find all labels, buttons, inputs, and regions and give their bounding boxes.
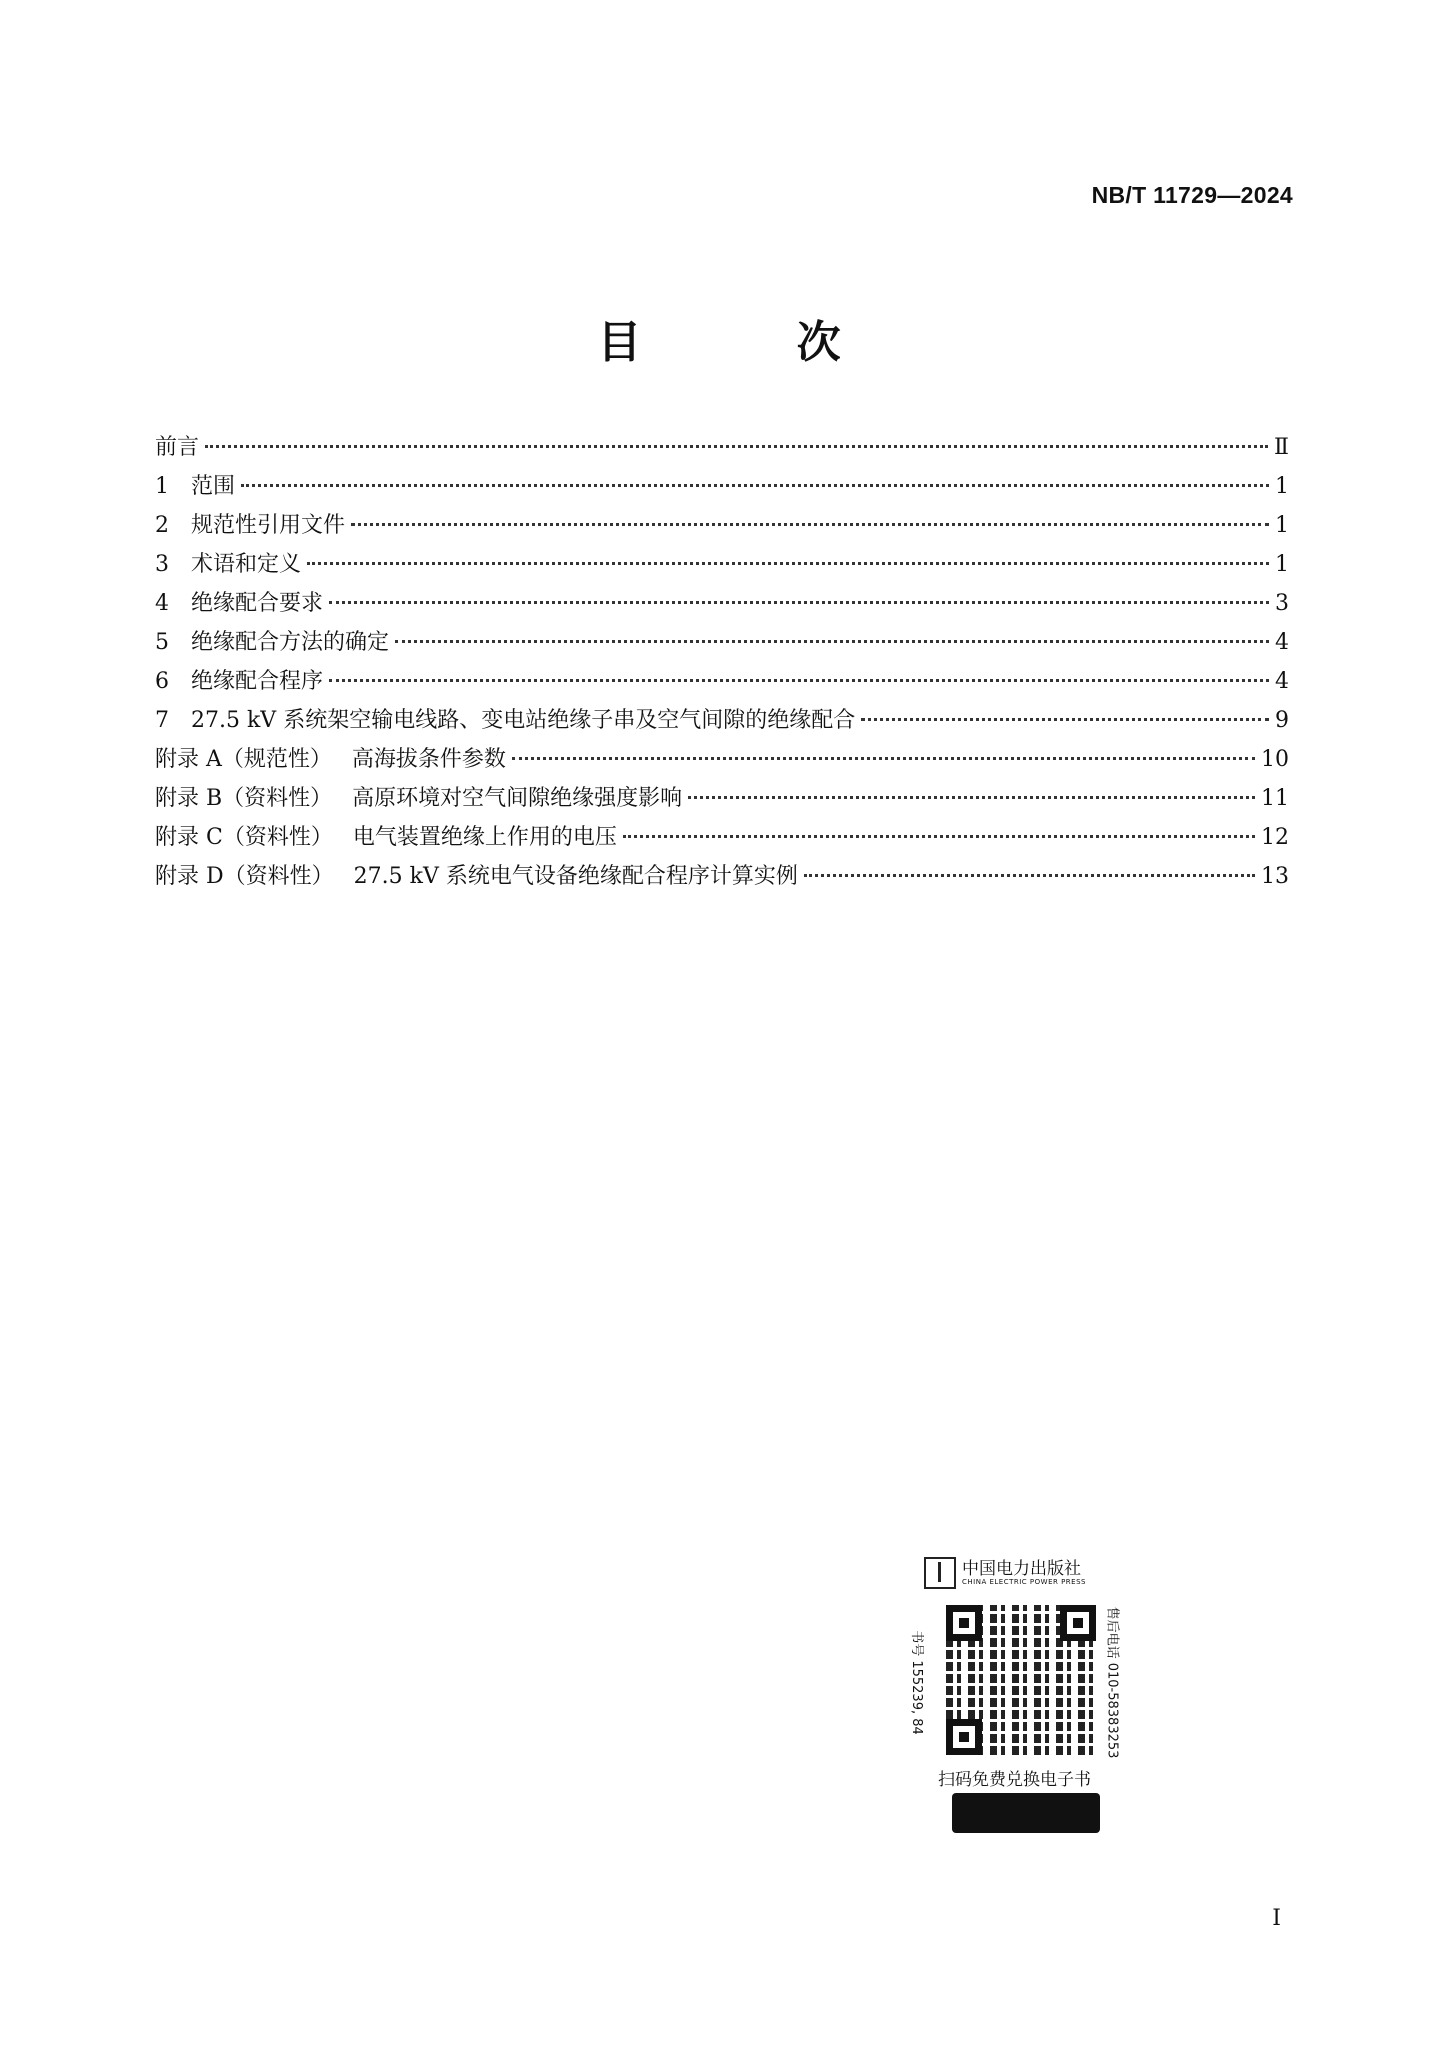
publisher-brand bbox=[924, 1555, 1134, 1591]
toc-dot-leader bbox=[861, 718, 1269, 721]
toc-entry-number: 5 bbox=[155, 630, 169, 655]
toc-entry-label: 绝缘配合程序 bbox=[191, 669, 324, 694]
toc-dot-leader bbox=[395, 640, 1269, 643]
toc-entry-page: 13 bbox=[1261, 864, 1289, 889]
toc-appendix-tag: 附录 B（资料性） bbox=[155, 786, 333, 811]
toc-entry-page: 1 bbox=[1275, 474, 1289, 499]
document-number: NB/T 11729—2024 bbox=[1091, 182, 1293, 208]
toc-entry-label: 电气装置绝缘上作用的电压 bbox=[352, 825, 617, 850]
toc-entry-number: 2 bbox=[155, 513, 169, 538]
toc-entry-page: 12 bbox=[1261, 825, 1289, 850]
toc-entry-7[interactable] bbox=[155, 701, 1289, 740]
toc-entry-label-group bbox=[155, 818, 617, 857]
toc-entry-label: 绝缘配合方法的确定 bbox=[191, 630, 390, 655]
publisher-sticker bbox=[908, 1555, 1138, 1847]
toc-entry-label: 术语和定义 bbox=[191, 552, 302, 577]
toc-entry-number: 4 bbox=[155, 591, 169, 616]
toc-dot-leader bbox=[623, 835, 1255, 838]
toc-entry-label: 规范性引用文件 bbox=[191, 513, 346, 538]
toc-appendix-tag: 附录 C（资料性） bbox=[155, 825, 333, 850]
ebook-caption: 扫码免费兑换电子书 bbox=[938, 1770, 1091, 1790]
qr-code[interactable] bbox=[946, 1605, 1096, 1755]
redacted-code bbox=[952, 1793, 1100, 1833]
toc-entry-2[interactable] bbox=[155, 506, 1289, 545]
toc-entry-page: Ⅱ bbox=[1274, 435, 1289, 460]
toc-entry-page: 1 bbox=[1275, 513, 1289, 538]
toc-entry-label: 高海拔条件参数 bbox=[351, 747, 506, 772]
qr-finder-icon bbox=[1060, 1605, 1096, 1641]
toc-entry-number: 3 bbox=[155, 552, 169, 577]
toc-appendix-tag: 附录 D（资料性） bbox=[155, 864, 334, 889]
toc-entry-label: 高原环境对空气间隙绝缘强度影响 bbox=[352, 786, 683, 811]
qr-finder-icon bbox=[946, 1605, 982, 1641]
page-folio: I bbox=[1272, 1906, 1281, 1931]
toc-entry-label-group bbox=[155, 779, 682, 818]
toc-entry-page: 10 bbox=[1261, 747, 1289, 772]
publisher-name: 中国电力出版社 bbox=[962, 1559, 1081, 1579]
toc-entry-page: 11 bbox=[1261, 786, 1289, 811]
toc-entry-appendix-c[interactable] bbox=[155, 818, 1289, 857]
toc-entry-label: 绝缘配合要求 bbox=[191, 591, 324, 616]
toc-entry-5[interactable] bbox=[155, 623, 1289, 662]
service-phone: 售后电话 010-58383253 bbox=[1104, 1606, 1120, 1759]
publisher-name-en: CHINA ELECTRIC POWER PRESS bbox=[962, 1578, 1086, 1586]
toc-entry-3[interactable] bbox=[155, 545, 1289, 584]
toc-entry-1[interactable] bbox=[155, 467, 1289, 506]
toc-dot-leader bbox=[241, 484, 1269, 487]
qr-finder-icon bbox=[946, 1719, 982, 1755]
toc-entry-label-group bbox=[155, 740, 506, 779]
toc-dot-leader bbox=[688, 796, 1255, 799]
toc-entry-number: 1 bbox=[155, 474, 169, 499]
toc-dot-leader bbox=[307, 562, 1269, 565]
toc-title: 目 次 bbox=[597, 317, 911, 368]
toc-entry-4[interactable] bbox=[155, 584, 1289, 623]
toc-entry-label-group bbox=[155, 857, 798, 896]
toc-entry-page: 1 bbox=[1275, 552, 1289, 577]
toc-entry-label: 范围 bbox=[191, 474, 236, 499]
toc-dot-leader bbox=[329, 679, 1269, 682]
toc-entry-number: 7 bbox=[155, 708, 169, 733]
toc-entry-page: 3 bbox=[1275, 591, 1289, 616]
table-of-contents bbox=[155, 428, 1289, 896]
toc-dot-leader bbox=[804, 874, 1255, 877]
book-number: 书号 155239, 84 bbox=[908, 1630, 924, 1735]
toc-entry-6[interactable] bbox=[155, 662, 1289, 701]
toc-appendix-tag: 附录 A（规范性） bbox=[155, 747, 332, 772]
publisher-name-block bbox=[962, 1560, 1086, 1586]
toc-dot-leader bbox=[351, 523, 1269, 526]
toc-entry-label: 27.5 kV 系统架空输电线路、变电站绝缘子串及空气间隙的绝缘配合 bbox=[191, 708, 856, 733]
toc-entry-page: 4 bbox=[1275, 669, 1289, 694]
toc-entry-appendix-b[interactable] bbox=[155, 779, 1289, 818]
toc-entry-label: 前言 bbox=[155, 435, 200, 460]
toc-entry-appendix-d[interactable] bbox=[155, 857, 1289, 896]
toc-entry-foreword[interactable] bbox=[155, 428, 1289, 467]
toc-entry-page: 9 bbox=[1275, 708, 1289, 733]
toc-entry-number: 6 bbox=[155, 669, 169, 694]
toc-dot-leader bbox=[329, 601, 1269, 604]
toc-entry-appendix-a[interactable] bbox=[155, 740, 1289, 779]
toc-dot-leader bbox=[205, 445, 1268, 448]
toc-entry-label: 27.5 kV 系统电气设备绝缘配合程序计算实例 bbox=[353, 864, 798, 889]
publisher-logo-icon bbox=[924, 1557, 956, 1589]
toc-entry-page: 4 bbox=[1275, 630, 1289, 655]
toc-dot-leader bbox=[512, 757, 1255, 760]
